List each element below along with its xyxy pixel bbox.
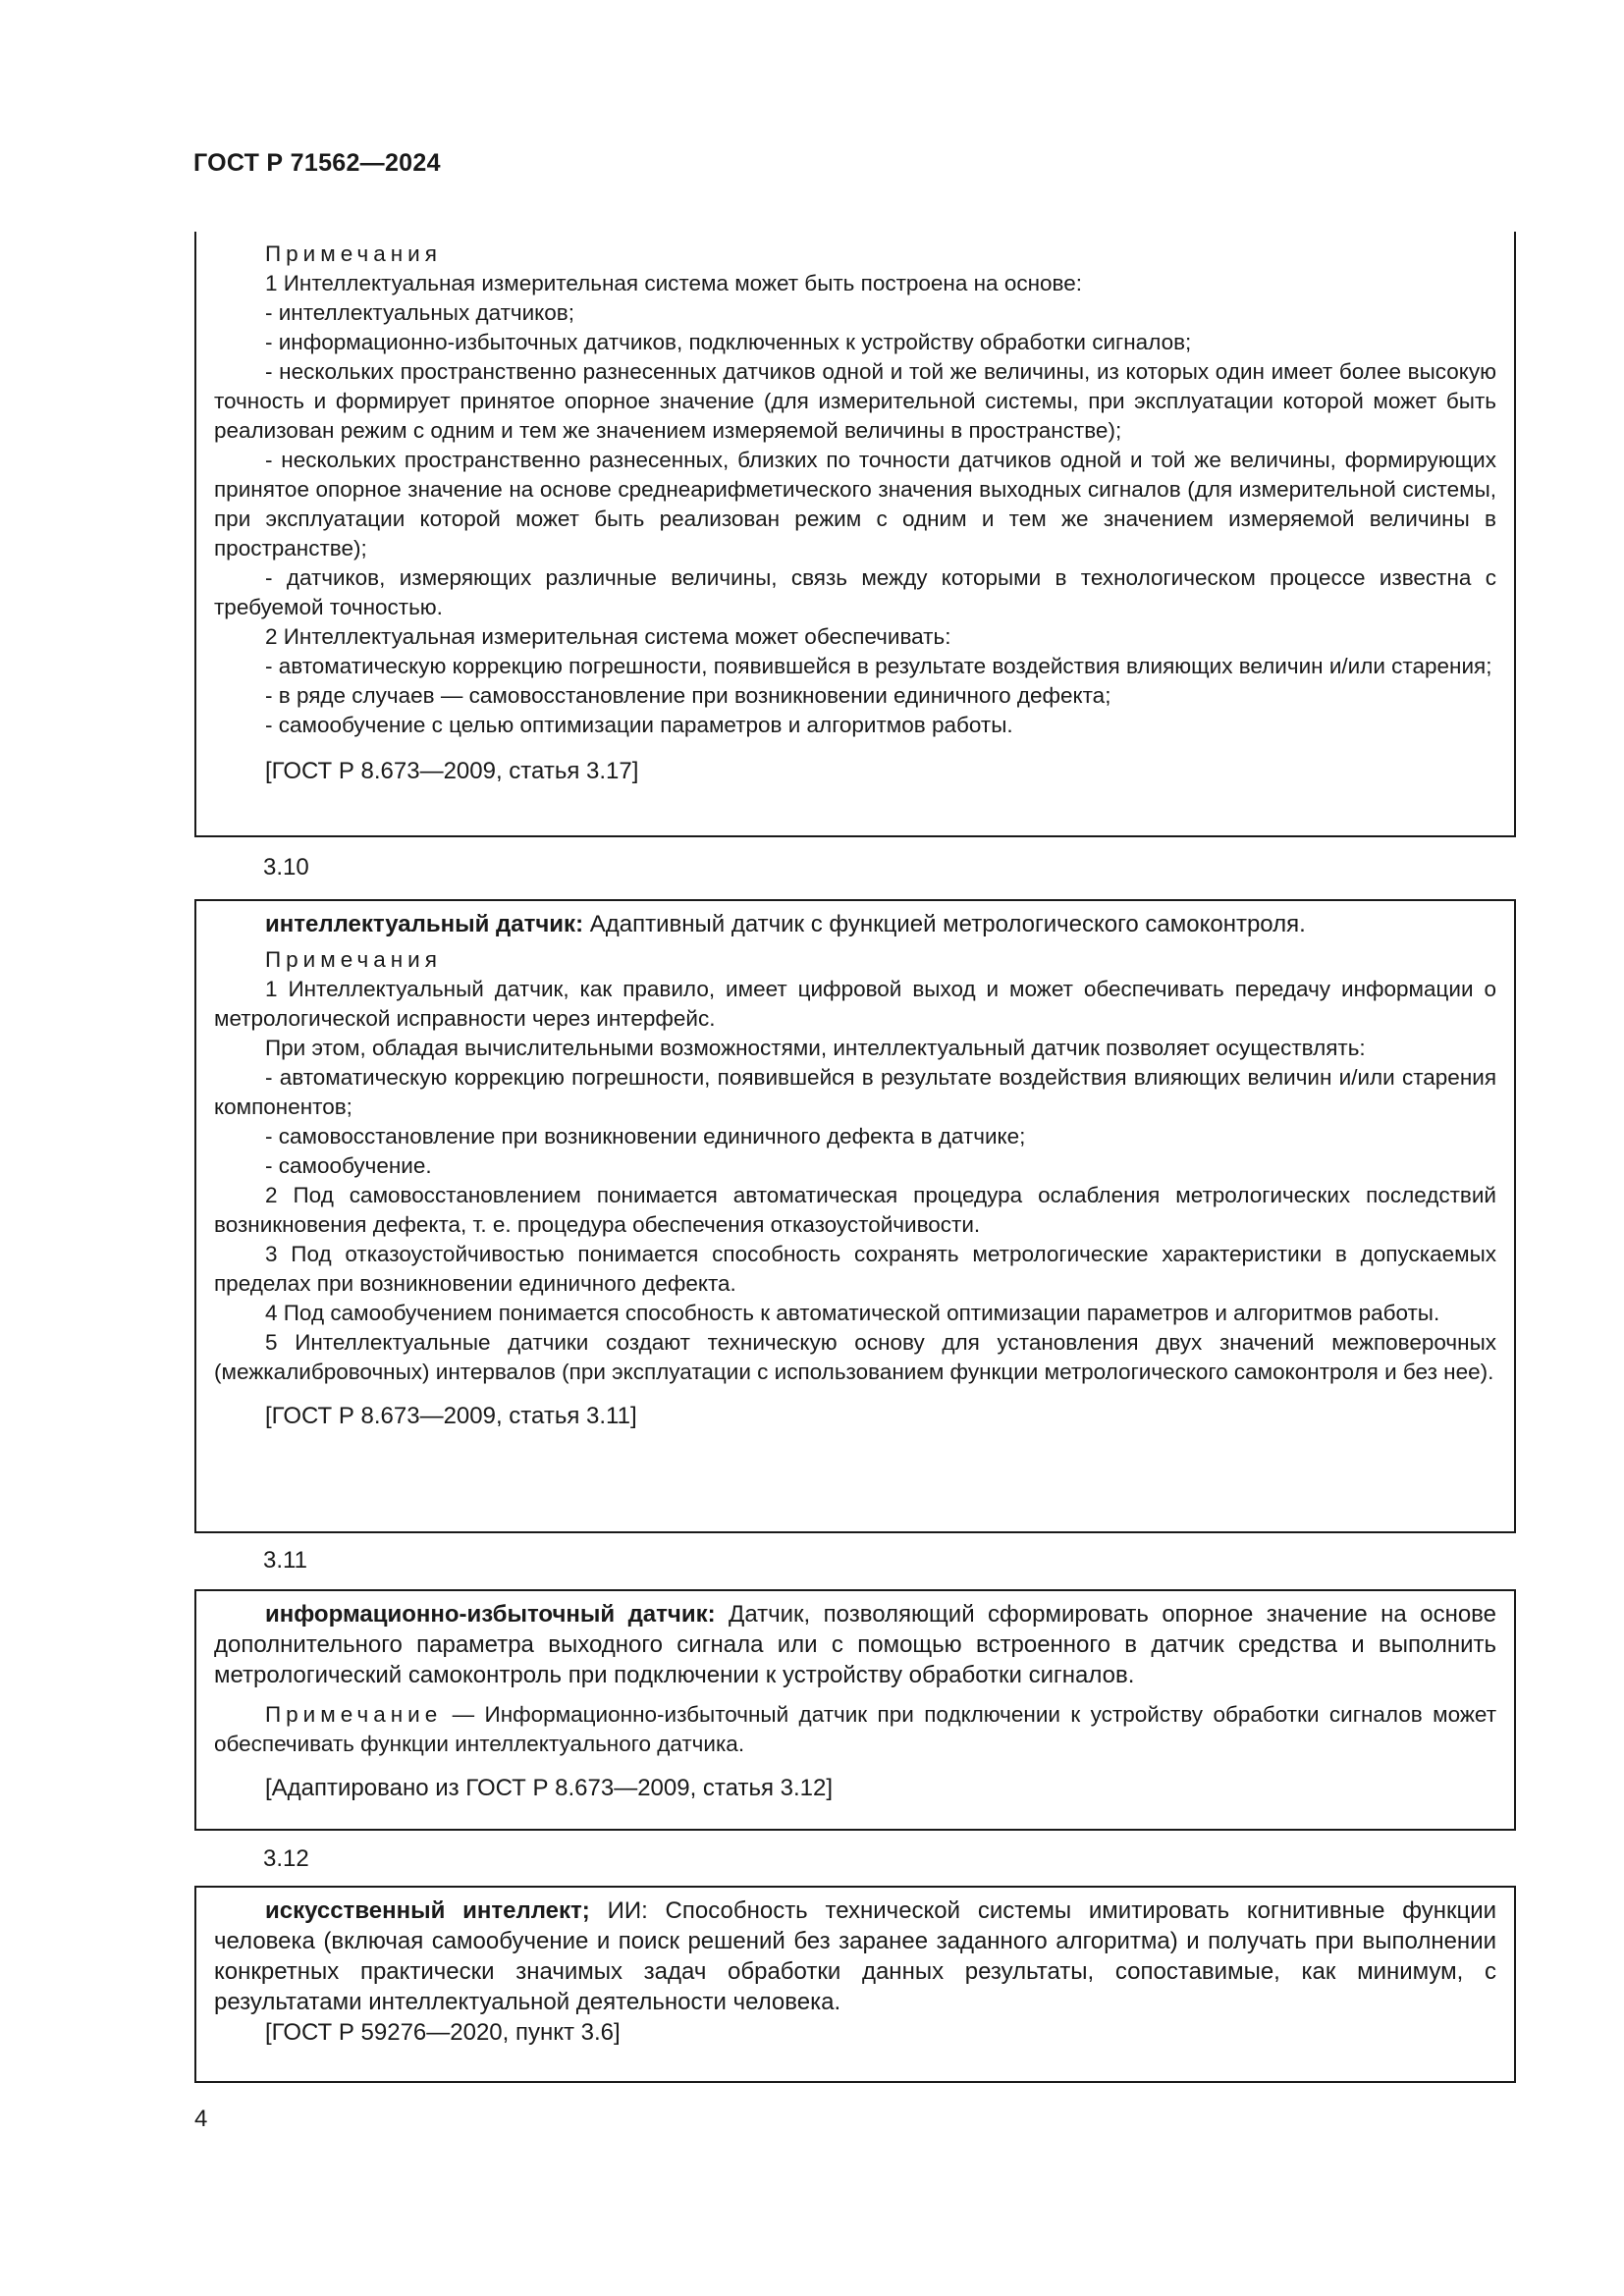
note-label: Примечание	[265, 1702, 443, 1727]
note-line: - нескольких пространственно разнесенных, близких по точности датчиков одной и той же величины, формирующих принятое опорное значение на основе среднеарифметического значения выходных сигналов (для измерительной системы, при эксплуатации которой может быть реализован режим с одним и тем же значением измеряемой величины в пространстве);	[214, 448, 1496, 561]
definition-box	[194, 899, 1516, 1533]
note-paragraph	[214, 1700, 1496, 1759]
note-line: - самообучение.	[265, 1153, 432, 1178]
definition-box	[194, 1589, 1516, 1831]
definition-text: Адаптивный датчик с функцией метрологического самоконтроля.	[583, 911, 1306, 937]
definition-content	[196, 901, 1514, 1431]
note-line: - самообучение с целью оптимизации параметров и алгоритмов работы.	[265, 713, 1013, 737]
note-line: - нескольких пространственно разнесенных датчиков одной и той же величины, из которых один имеет более высокую точность и формирует принятое опорное значение (для измерительной системы, при эксплуатации которой может быть реализован режим с одним и тем же значением измеряемой величины в пространстве);	[214, 359, 1496, 443]
note-line: - автоматическую коррекцию погрешности, появившейся в результате воздействия влияющих величин и/или старения компонентов;	[214, 1065, 1496, 1119]
note-line: - датчиков, измеряющих различные величины, связь между которыми в технологическом процессе известна с требуемой точностью.	[214, 565, 1496, 619]
note-line: - в ряде случаев — самовосстановление при возникновении единичного дефекта;	[265, 683, 1111, 708]
note-line: При этом, обладая вычислительными возможностями, интеллектуальный датчик позволяет осуществлять:	[265, 1036, 1366, 1060]
note-line: - интеллектуальных датчиков;	[265, 300, 574, 325]
page-number: 4	[194, 2106, 208, 2132]
source-reference: [ГОСТ Р 8.673—2009, статья 3.17]	[265, 758, 639, 784]
source-reference: [ГОСТ Р 8.673—2009, статья 3.11]	[265, 1403, 637, 1429]
definition-box-continued	[194, 232, 1516, 837]
section-number: 3.11	[263, 1547, 307, 1574]
section-number: 3.10	[263, 854, 309, 881]
definition-paragraph	[214, 1599, 1496, 1690]
definition-content	[196, 1888, 1514, 2048]
note-line: 2 Под самовосстановлением понимается автоматическая процедура ослабления метрологических последствий возникновения дефекта, т. е. процедура обеспечения отказоустойчивости.	[214, 1183, 1496, 1237]
definition-content	[196, 1591, 1514, 1803]
term: информационно-избыточный датчик:	[265, 1601, 716, 1628]
source-reference: [ГОСТ Р 59276—2020, пункт 3.6]	[265, 2019, 621, 2046]
note-line: 1 Интеллектуальная измерительная система может быть построена на основе:	[265, 271, 1082, 295]
note-line: 4 Под самообучением понимается способность к автоматической оптимизации параметров и алгоритмов работы.	[265, 1301, 1440, 1325]
note-line: 5 Интеллектуальные датчики создают техническую основу для установления двух значений межповерочных (межкалибровочных) интервалов (при эксплуатации с использованием функции метрологического самоконтроля и без нее).	[214, 1330, 1496, 1384]
note-line: 2 Интеллектуальная измерительная система может обеспечивать:	[265, 624, 951, 649]
definition-box	[194, 1886, 1516, 2083]
note-line: - информационно-избыточных датчиков, подключенных к устройству обработки сигналов;	[265, 330, 1192, 354]
section-number: 3.12	[263, 1845, 309, 1872]
definition-text: ИИ: Способность технической системы имитировать когнитивные функции человека (включая самообучение и поиск решений без заранее заданного алгоритма) и получать при выполнении конкретных практически значимых задач обработки данных результаты, сопоставимые, как минимум, с результатами интеллектуальной деятельности человека.	[214, 1897, 1497, 2015]
term: искусственный интеллект;	[265, 1897, 590, 1924]
document-header: ГОСТ Р 71562—2024	[193, 149, 441, 177]
definition-paragraph	[214, 909, 1496, 939]
note-line: - автоматическую коррекцию погрешности, появившейся в результате воздействия влияющих величин и/или старения;	[265, 654, 1492, 678]
note-line: - самовосстановление при возникновении единичного дефекта в датчике;	[265, 1124, 1026, 1148]
definition-paragraph	[214, 1896, 1496, 2017]
note-line: 1 Интеллектуальный датчик, как правило, имеет цифровой выход и может обеспечивать передачу информации о метрологической исправности через интерфейс.	[214, 977, 1496, 1031]
notes-title: Примечания	[265, 947, 442, 972]
term: интеллектуальный датчик:	[265, 911, 584, 937]
note-text: — Информационно-избыточный датчик при подключении к устройству обработки сигналов может обеспечивать функции интеллектуального датчика.	[214, 1702, 1496, 1756]
source-reference: [Адаптировано из ГОСТ Р 8.673—2009, статья 3.12]	[265, 1775, 834, 1801]
definition-text: Датчик, позволяющий сформировать опорное значение на основе дополнительного параметра выходного сигнала или с помощью встроенного в датчик средства и выполнить метрологический самоконтроль при подключении к устройству обработки сигналов.	[214, 1601, 1496, 1688]
notes-title: Примечания	[265, 241, 442, 266]
notes-block	[196, 232, 1514, 786]
note-line: 3 Под отказоустойчивостью понимается способность сохранять метрологические характеристики в допускаемых пределах при возникновении единичного дефекта.	[214, 1242, 1496, 1296]
